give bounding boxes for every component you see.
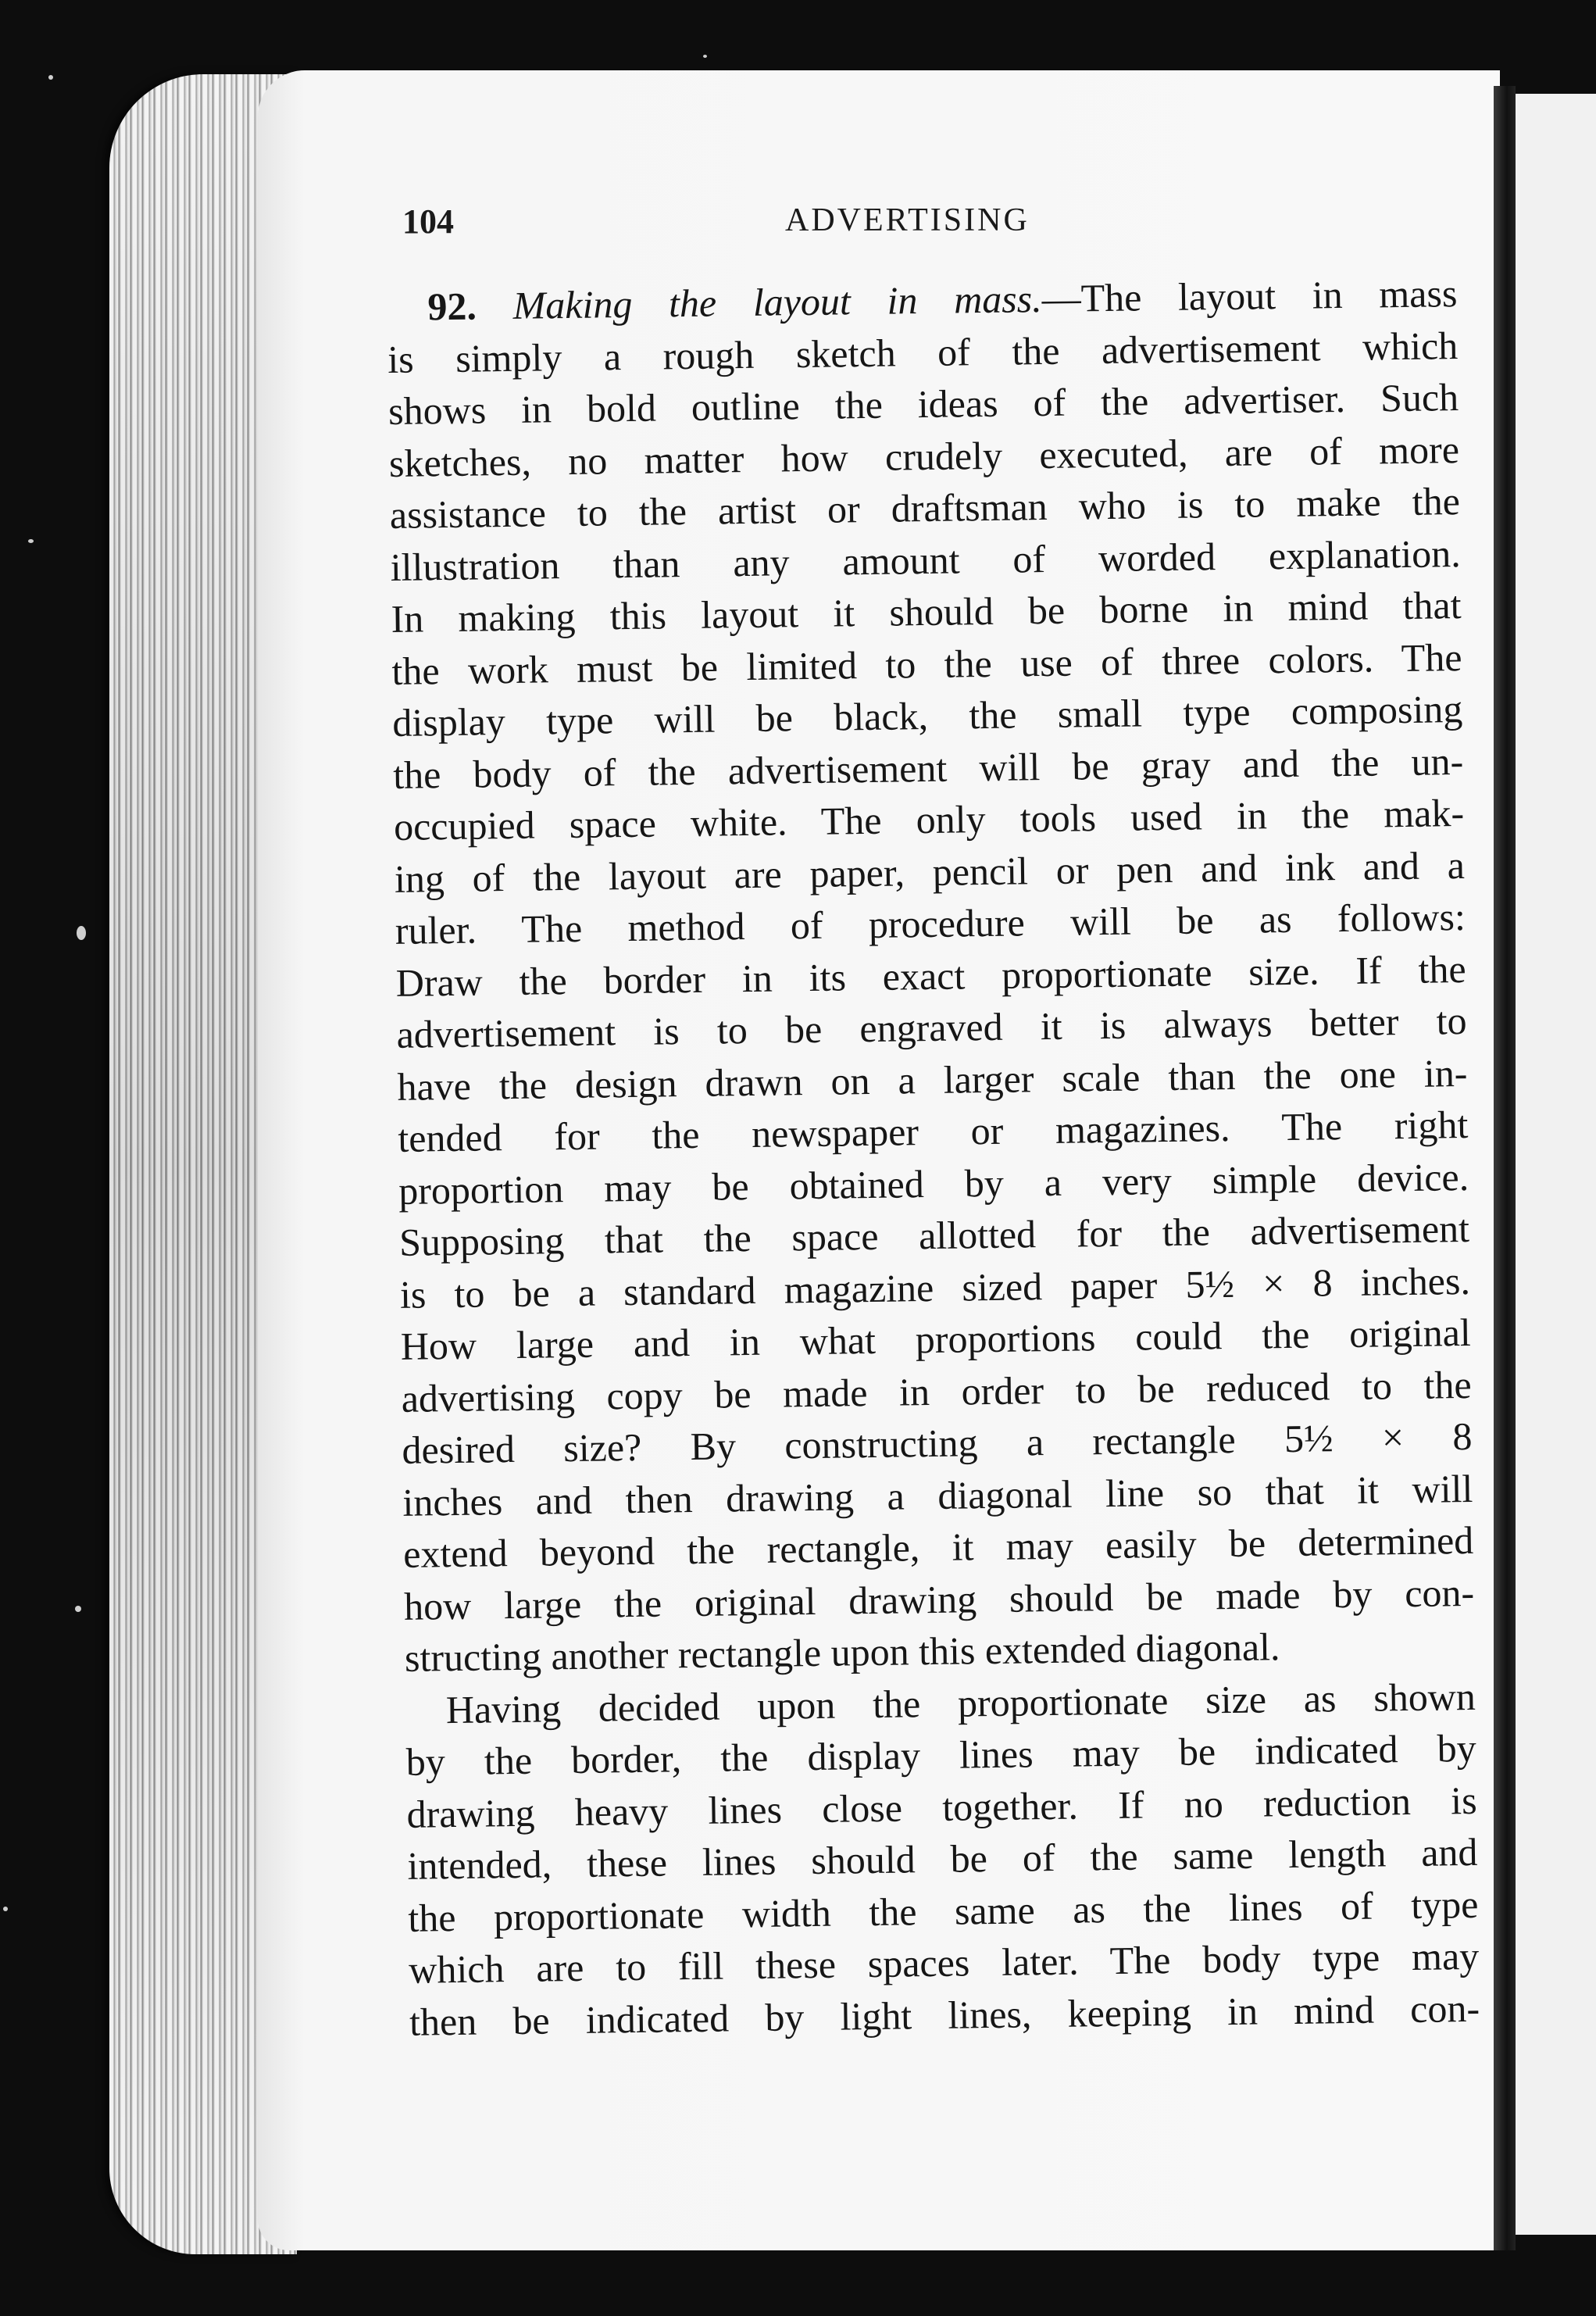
text-line: Supposing that the space allotted for the advertisement bbox=[398, 1206, 1470, 1264]
text-line: assistance to the artist or draftsman who is to make the bbox=[389, 479, 1461, 537]
text-line: ruler. The method of procedure will be as follows: bbox=[395, 894, 1466, 952]
running-head: ADVERTISING bbox=[785, 202, 1030, 238]
text-line: occupied space white. The only tools used in the mak- bbox=[393, 791, 1465, 849]
text-line: the work must be limited to the use of three colors. The bbox=[391, 634, 1462, 693]
text-line: is to be a standard magazine sized paper 5½ × 8 inches. bbox=[399, 1258, 1471, 1317]
text-line: by the border, the display lines may be indicated by bbox=[405, 1725, 1477, 1784]
text-line: display type will be black, the small type composing bbox=[392, 687, 1463, 745]
text-line: have the design drawn on a larger scale than the one in- bbox=[397, 1050, 1468, 1109]
text-line: proportion may be obtained by a very simple device. bbox=[398, 1154, 1469, 1213]
text-line: structing another rectangle upon this extended diagonal. bbox=[404, 1624, 1280, 1680]
text-line: shows in bold outline the ideas of the advertiser. Such bbox=[387, 375, 1459, 433]
text-line: sketches, no matter how crudely executed, are of more bbox=[388, 427, 1460, 485]
dust-speck bbox=[3, 1907, 8, 1911]
text-line: ing of the layout are paper, pencil or pen and ink and a bbox=[394, 842, 1466, 901]
text-line: illustration than any amount of worded explanation. bbox=[390, 531, 1462, 589]
text-line: drawing heavy lines close together. If no reduction is bbox=[406, 1778, 1477, 1836]
facing-page-edge bbox=[1516, 94, 1596, 2235]
text-line: which are to fill these spaces later. The body type may bbox=[408, 1933, 1480, 1992]
text-line: Having decided upon the proportionate size as shown bbox=[445, 1674, 1476, 1732]
book-gutter bbox=[1494, 86, 1516, 2250]
text-line: is simply a rough sketch of the advertisement which bbox=[387, 323, 1459, 381]
text-line: advertisement is to be engraved it is always better to bbox=[396, 998, 1467, 1056]
section-number: 92. bbox=[427, 284, 477, 329]
text-line: inches and then drawing a diagonal line so that it will bbox=[402, 1466, 1473, 1524]
text-line: tended for the newspaper or magazines. The right bbox=[397, 1102, 1469, 1160]
text-line: advertising copy be made in order to be reduced to the bbox=[401, 1362, 1472, 1421]
dust-speck bbox=[703, 55, 707, 58]
text-line: then be indicated by light lines, keeping in mind con- bbox=[409, 1985, 1480, 2044]
body-text bbox=[387, 267, 1480, 2048]
text-line: In making this layout it should be borne in mind that bbox=[391, 583, 1462, 641]
text-line: how large the original drawing should be made by con- bbox=[403, 1570, 1475, 1628]
section-dash: — bbox=[1041, 276, 1081, 321]
dust-speck bbox=[77, 926, 86, 940]
dust-speck bbox=[75, 1606, 81, 1612]
text-line: the proportionate width the same as the lines of type bbox=[408, 1882, 1479, 1940]
page-number: 104 bbox=[402, 202, 454, 241]
page-header bbox=[402, 202, 1465, 248]
section-title: Making the layout in mass. bbox=[512, 277, 1042, 327]
text-line: the body of the advertisement will be gray and the un- bbox=[392, 738, 1464, 797]
dust-speck bbox=[48, 75, 53, 80]
text-line-content: The layout in mass bbox=[1080, 271, 1458, 320]
dust-speck bbox=[28, 539, 34, 543]
text-line: desired size? By constructing a rectangle 5½ × 8 bbox=[402, 1414, 1473, 1472]
text-line: intended, these lines should be of the same length and bbox=[407, 1829, 1478, 1888]
text-line: extend beyond the rectangle, it may easily be determined bbox=[402, 1517, 1474, 1576]
text-line: How large and in what proportions could the original bbox=[400, 1310, 1472, 1368]
text-line: Draw the border in its exact proportionate size. If the bbox=[395, 946, 1466, 1005]
